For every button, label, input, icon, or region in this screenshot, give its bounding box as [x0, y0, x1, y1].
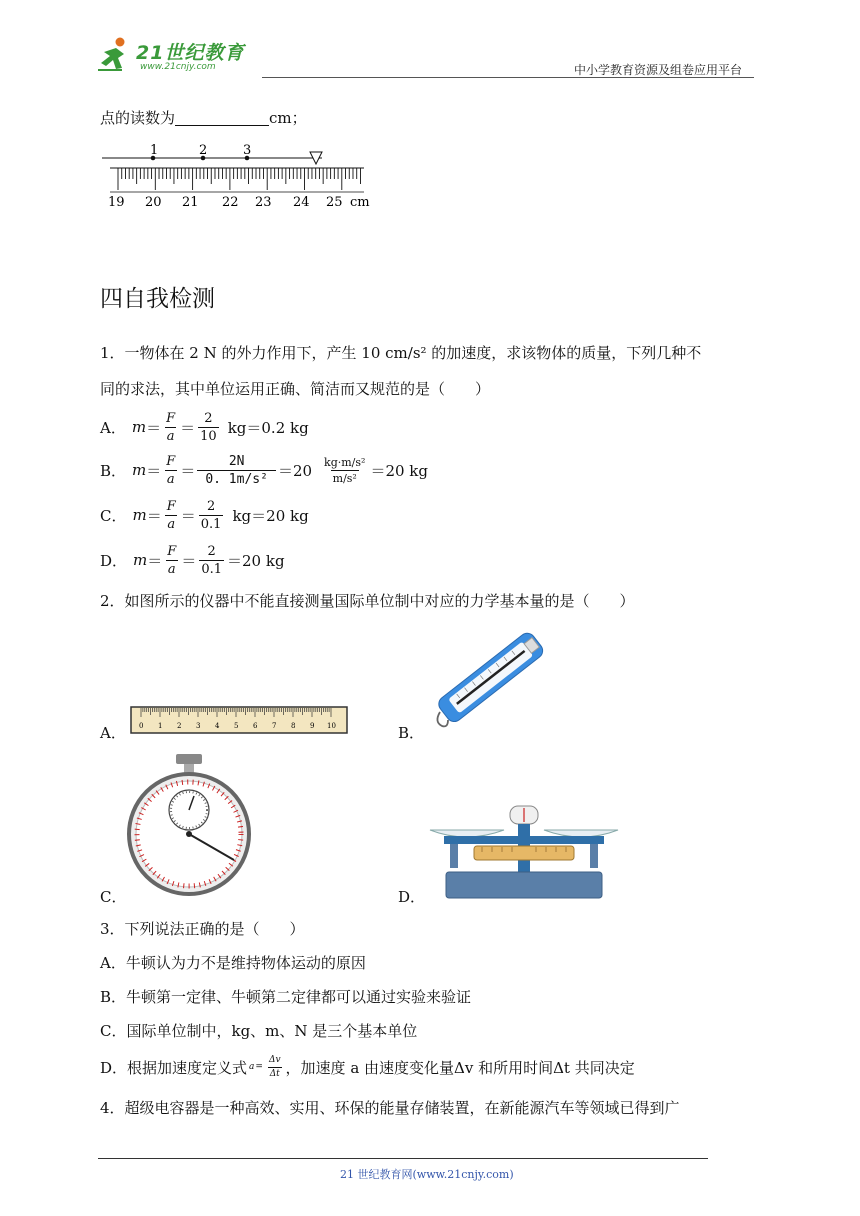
q2-label-c[interactable]: C．: [100, 888, 127, 906]
q1-option-b[interactable]: [100, 452, 428, 488]
equals: ＝: [146, 506, 162, 525]
point-label-3: 3: [243, 143, 252, 158]
q3-stem: 3．下列说法正确的是（ ）: [100, 920, 305, 938]
fraction-units-value: $\frac{2N}{\text{0. 1m/s²}}$: [197, 455, 276, 486]
equals: ＝: [147, 551, 163, 570]
ruler-ticks: [118, 168, 360, 190]
scale-24: 24: [293, 195, 310, 210]
scale-25: 25: [326, 195, 343, 210]
equals: ＝: [181, 551, 197, 570]
svg-text:1: 1: [158, 722, 163, 730]
tape-ruler-figure: [100, 140, 380, 212]
logo-main-text: 21世纪教育: [136, 42, 245, 64]
fraction-value: $\frac{2}{10}$: [200, 410, 217, 444]
logo-sub-text: www.21cnjy.com: [140, 62, 216, 72]
svg-text:9: 9: [310, 722, 315, 730]
option-tail: ＝20 kg: [227, 551, 285, 570]
point-label-2: 2: [199, 143, 208, 158]
fraction-unit-ratio: $\frac{\text{kg·m/s²}}{\text{m/s²}}$: [324, 455, 366, 485]
footer-rule: [98, 1158, 708, 1159]
equals: ＝: [146, 418, 162, 437]
svg-text:10: 10: [327, 722, 336, 730]
footer-text: 21 世纪教育网(www.21cnjy.com): [340, 1168, 514, 1181]
svg-text:5: 5: [234, 722, 239, 730]
svg-text:8: 8: [291, 722, 296, 730]
scale-unit: cm: [350, 195, 370, 210]
q3-option-b[interactable]: B．牛顿第一定律、牛顿第二定律都可以通过实验来验证: [100, 988, 472, 1006]
formula-eq: =: [255, 1062, 263, 1072]
equals: ＝: [180, 418, 196, 437]
q3-option-a[interactable]: A．牛顿认为力不是维持物体运动的原因: [100, 954, 366, 972]
answer-blank[interactable]: [175, 110, 269, 126]
header-rule: [262, 77, 754, 78]
option-label: C．: [100, 506, 127, 525]
option-mid: ＝20: [277, 461, 313, 480]
header-platform-text: 中小学教育资源及组卷应用平台: [574, 63, 743, 77]
option-label: D．: [100, 551, 128, 570]
q4-stem: 4．超级电容器是一种高效、实用、环保的能量存储装置，在新能源汽车等领域已得到广: [100, 1099, 680, 1117]
var-m: m: [131, 418, 147, 436]
stopwatch-image[interactable]: [124, 752, 254, 896]
q1-option-c[interactable]: [100, 497, 309, 533]
svg-text:6: 6: [253, 722, 258, 730]
q2-stem: 2．如图所示的仪器中不能直接测量国际单位制中对应的力学基本量的是（ ）: [100, 592, 635, 610]
option-label: B．: [100, 461, 127, 480]
runner-logo-icon: [96, 36, 132, 74]
option-prefix: D．根据加速度定义式: [100, 1058, 248, 1077]
fraction-value: $\frac{2}{0.1}$: [200, 498, 222, 532]
scale-20: 20: [145, 195, 162, 210]
q2-label-d[interactable]: D．: [398, 888, 426, 906]
reading-suffix: cm；: [269, 109, 307, 127]
header-logo: [96, 36, 256, 76]
q2-label-a[interactable]: A．: [100, 724, 126, 742]
q1-stem-line2: 同的求法，其中单位运用正确、简洁而又规范的是（ ）: [100, 380, 491, 398]
var-m: m: [132, 506, 147, 524]
option-suffix: ，加速度 a 由速度变化量Δv 和所用时间Δt 共同决定: [285, 1058, 635, 1077]
var-m: m: [132, 461, 147, 479]
scale-19: 19: [108, 195, 125, 210]
q1-option-d[interactable]: [100, 542, 285, 578]
reading-line: [100, 107, 307, 128]
svg-text:0: 0: [139, 722, 144, 730]
point-label-1: 1: [150, 143, 159, 158]
equals: ＝: [180, 461, 196, 480]
var-m: m: [133, 551, 148, 569]
fraction-f-over-a: $\frac{F}{a}$: [166, 453, 176, 487]
spring-scale-image[interactable]: [426, 626, 556, 736]
svg-text:2: 2: [177, 722, 182, 730]
fraction-f-over-a: $\frac{F}{a}$: [167, 543, 177, 577]
q2-label-b[interactable]: B．: [398, 724, 425, 742]
q1-option-a[interactable]: [100, 409, 309, 445]
formula-var: a: [249, 1062, 255, 1072]
scale-21: 21: [182, 195, 199, 210]
svg-text:7: 7: [272, 722, 277, 730]
formula-fraction: $\frac{\Delta v}{\Delta t}$: [268, 1054, 281, 1079]
scale-23: 23: [255, 195, 272, 210]
q1-stem-line1: 1．一物体在 2 N 的外力作用下，产生 10 cm/s² 的加速度，求该物体的质量，下列几种不: [100, 344, 702, 362]
scale-22: 22: [222, 195, 239, 210]
balance-scale-image[interactable]: [426, 800, 622, 904]
fraction-value: $\frac{2}{0.1}$: [201, 543, 223, 577]
option-tail: kg＝20 kg: [232, 506, 309, 525]
option-label: A．: [100, 418, 126, 437]
svg-text:4: 4: [215, 722, 220, 730]
section-title: 四自我检测: [100, 286, 215, 312]
q3-option-c[interactable]: C．国际单位制中，kg、m、N 是三个基本单位: [100, 1022, 418, 1040]
svg-text:3: 3: [196, 722, 201, 730]
equals: ＝: [180, 506, 196, 525]
ruler-image[interactable]: [130, 706, 348, 734]
fraction-f-over-a: $\frac{F}{a}$: [166, 410, 176, 444]
option-tail: ＝20 kg: [370, 461, 428, 480]
option-tail: kg＝0.2 kg: [227, 418, 309, 437]
reading-prefix: 点的读数为: [100, 109, 176, 127]
fraction-f-over-a: $\frac{F}{a}$: [166, 498, 176, 532]
equals: ＝: [146, 461, 162, 480]
q3-option-d[interactable]: [100, 1052, 635, 1082]
